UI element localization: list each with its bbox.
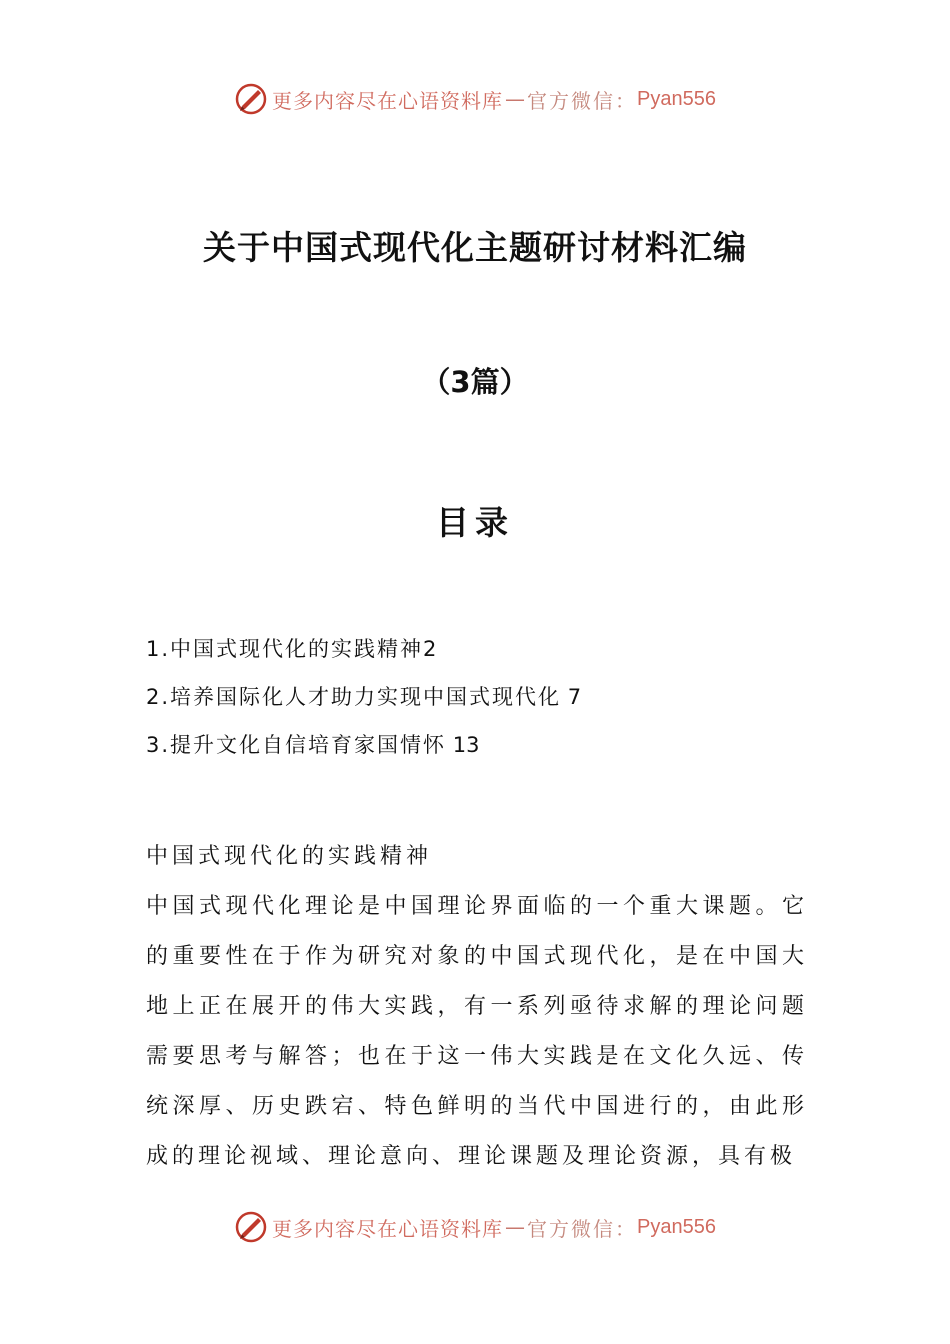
toc-item[interactable]: [146, 680, 581, 728]
toc-item-page: 7: [561, 685, 582, 709]
toc-heading: 目录: [436, 503, 514, 542]
watermark-footer: [0, 1210, 950, 1244]
toc-item-label: 2.培养国际化人才助力实现中国式现代化: [146, 685, 562, 709]
section-heading: 中国式现代化的实践精神: [146, 844, 433, 869]
document-body: [146, 832, 808, 1182]
toc-item-page: 13: [446, 733, 480, 757]
document-subtitle: （3篇）: [421, 365, 529, 399]
pen-logo-icon: [234, 1210, 268, 1244]
watermark-separator: —: [505, 1215, 526, 1239]
watermark-separator: —: [505, 87, 526, 111]
watermark-wechat-id: Pyan556: [637, 1215, 716, 1238]
document-title: 关于中国式现代化主题研讨材料汇编: [203, 228, 747, 267]
toc-item-label: 1.中国式现代化的实践精神: [146, 637, 424, 661]
toc-item-page: 2: [423, 637, 437, 661]
body-paragraph: 中国式现代化理论是中国理论界面临的一个重大课题。它的重要性在于作为研究对象的中国式现代化，是在中国大地上正在展开的伟大实践，有一系列亟待求解的理论问题需要思考与解答；也在于这一伟大实践是在文化久远、传统深厚、历史跌宕、特色鲜明的当代中国进行的，由此形成的理论视域、理论意向、理论课题及理论资源，具有极: [146, 894, 808, 1169]
table-of-contents: [146, 632, 581, 776]
watermark-header: [0, 82, 950, 116]
watermark-text: 更多内容尽在心语资料库: [272, 88, 504, 113]
watermark-text: 更多内容尽在心语资料库: [272, 1216, 504, 1241]
pen-logo-icon: [234, 82, 268, 116]
watermark-wechat-label: 官方微信：: [527, 88, 638, 113]
toc-item[interactable]: [146, 728, 581, 776]
toc-item[interactable]: [146, 632, 581, 680]
watermark-wechat-label: 官方微信：: [527, 1216, 638, 1241]
toc-item-label: 3.提升文化自信培育家国情怀: [146, 733, 447, 757]
watermark-wechat-id: Pyan556: [637, 87, 716, 110]
